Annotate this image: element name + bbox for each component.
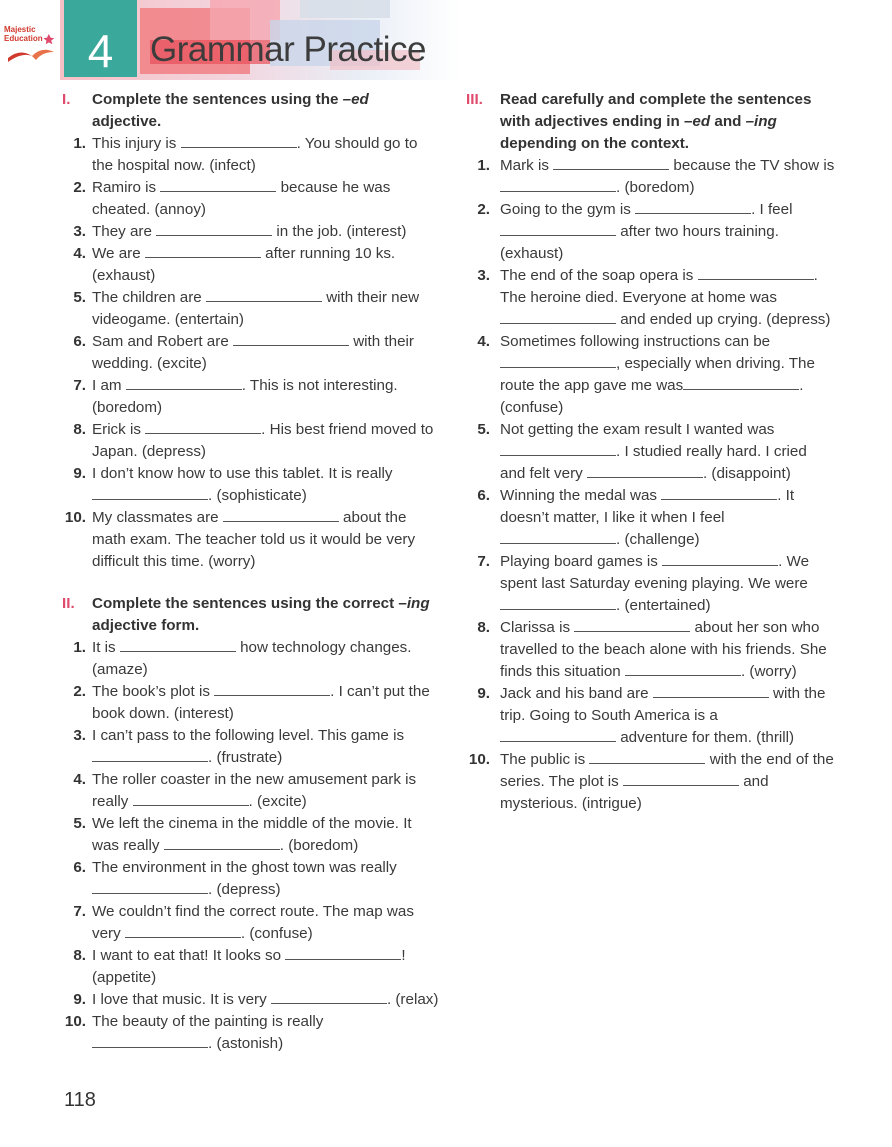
exercise-text: Sam and Robert are	[92, 333, 233, 350]
exercise-text: . It doesn’t matter, I like it when I feel	[500, 487, 795, 526]
exercise-item	[60, 243, 440, 287]
instruction-text: adjective.	[92, 113, 162, 130]
exercise-number: 1.	[477, 157, 490, 174]
exercise-number: 7.	[477, 553, 490, 570]
exercise-text: in the job. (interest)	[272, 223, 407, 240]
exercise-number: 3.	[73, 223, 86, 240]
exercise-item	[466, 331, 836, 419]
exercise-text: . His best friend moved to Japan. (depress)	[92, 421, 434, 460]
exercise-text: The environment in the ghost town was really	[92, 859, 397, 876]
answer-blank[interactable]	[160, 177, 276, 192]
answer-blank[interactable]	[233, 331, 349, 346]
answer-blank[interactable]	[500, 177, 616, 192]
exercise-text: . (disappoint)	[702, 465, 791, 482]
answer-blank[interactable]	[285, 945, 401, 960]
answer-blank[interactable]	[500, 221, 616, 236]
exercise-number: 8.	[73, 947, 86, 964]
exercise-item	[466, 199, 836, 265]
exercise-text: I am	[92, 377, 126, 394]
answer-blank[interactable]	[145, 419, 261, 434]
exercise-text: . (boredom)	[279, 837, 359, 854]
answer-blank[interactable]	[553, 155, 669, 170]
exercise-text: We left the cinema in the middle of the movie. It was really	[92, 815, 412, 854]
exercise-text: . I studied really hard. I cried and felt very	[500, 443, 807, 482]
exercise-text: with the end of the series. The plot is	[500, 751, 834, 790]
exercise-item	[60, 375, 440, 419]
exercise-number: 6.	[73, 333, 86, 350]
exercise-text: . We spent last Saturday evening playing. We were	[500, 553, 810, 592]
exercise-text: ! (appetite)	[92, 947, 406, 986]
exercise-text: Mark is	[500, 157, 554, 174]
instruction-text: and	[710, 113, 746, 130]
instruction-text: Read carefully and complete the sentences with adjectives ending in	[500, 91, 812, 130]
exercise-item	[466, 485, 836, 551]
exercise-text: We couldn’t find the correct route. The map was very	[92, 903, 414, 942]
left-column	[60, 89, 440, 1055]
exercise-item	[60, 177, 440, 221]
exercise-text: about her son who travelled to the beach alone with his friends. She finds this situation	[500, 619, 827, 680]
answer-blank[interactable]	[661, 485, 777, 500]
answer-blank[interactable]	[125, 923, 241, 938]
exercise-text: . (worry)	[740, 663, 797, 680]
answer-blank[interactable]	[126, 375, 242, 390]
exercise-item	[60, 945, 440, 989]
section-ed-adjectives	[60, 89, 440, 573]
exercise-item	[60, 857, 440, 901]
exercise-text: . I can’t put the book down. (interest)	[92, 683, 430, 722]
section-ed-ing-context	[466, 89, 836, 815]
exercise-item	[60, 507, 440, 573]
answer-blank[interactable]	[145, 243, 261, 258]
exercise-text: . (entertained)	[616, 597, 711, 614]
exercise-text: I can’t pass to the following level. This game is	[92, 727, 405, 744]
exercise-number: 10.	[64, 1013, 86, 1030]
page-number: 118	[64, 1089, 96, 1111]
exercise-text: after two hours training. (exhaust)	[500, 223, 779, 262]
exercise-text: . (confuse)	[500, 377, 804, 416]
exercise-item	[466, 551, 836, 617]
exercise-number: 8.	[477, 619, 490, 636]
answer-blank[interactable]	[223, 507, 339, 522]
exercise-number: 1.	[73, 135, 86, 152]
publisher-logo	[2, 22, 64, 68]
exercise-text: and ended up crying. (depress)	[616, 311, 831, 328]
exercise-number: 3.	[477, 267, 490, 284]
exercise-item	[60, 725, 440, 769]
exercise-text: We are	[92, 245, 145, 262]
exercise-text: . You should go to the hospital now. (infect)	[92, 135, 418, 174]
exercise-number: 6.	[73, 859, 86, 876]
exercise-text: It is	[92, 639, 120, 656]
answer-blank[interactable]	[181, 133, 297, 148]
answer-blank[interactable]	[587, 463, 703, 478]
exercise-text: and mysterious. (intrigue)	[500, 773, 769, 812]
exercise-text: . (boredom)	[616, 179, 695, 196]
exercise-text: Ramiro is	[92, 179, 161, 196]
unit-number: 4	[87, 25, 114, 77]
section-ing-adjectives	[60, 593, 440, 1055]
exercise-number: 9.	[73, 465, 86, 482]
exercise-number: 8.	[73, 421, 86, 438]
exercise-number: 4.	[73, 771, 86, 788]
answer-blank[interactable]	[271, 989, 387, 1004]
unit-number-box	[64, 0, 137, 77]
instruction-text: –ed	[342, 91, 369, 108]
section-number: I.	[62, 91, 71, 108]
exercise-item	[60, 1011, 440, 1055]
instruction-text: Complete the sentences using the correct	[92, 595, 399, 612]
exercise-item	[466, 683, 836, 749]
exercise-text: I love that music. It is very	[92, 991, 271, 1008]
exercise-text: . (challenge)	[616, 531, 700, 548]
exercise-text: . I feel	[751, 201, 793, 218]
exercise-text: because the TV show is	[669, 157, 835, 174]
logo-text: Majestic Education	[4, 25, 43, 43]
answer-blank[interactable]	[92, 1033, 208, 1048]
answer-blank[interactable]	[623, 771, 739, 786]
instruction-text: adjective form.	[92, 617, 200, 634]
answer-blank[interactable]	[500, 727, 616, 742]
answer-blank[interactable]	[683, 375, 799, 390]
exercise-item	[60, 133, 440, 177]
exercise-item	[60, 221, 440, 243]
instruction-text: –ed	[683, 113, 711, 130]
exercise-text: Jack and his band are	[500, 685, 653, 702]
answer-blank[interactable]	[625, 661, 741, 676]
answer-blank[interactable]	[574, 617, 690, 632]
exercise-text: Sometimes following instructions can be	[500, 333, 771, 350]
exercise-item	[60, 901, 440, 945]
instruction-text: –ing	[745, 113, 777, 130]
exercise-number: 5.	[477, 421, 490, 438]
exercise-text: . The heroine died. Everyone at home was	[500, 267, 818, 306]
exercise-item	[466, 265, 836, 331]
exercise-text: after running 10 ks. (exhaust)	[92, 245, 396, 284]
exercise-text: The end of the soap opera is	[500, 267, 698, 284]
page-header	[0, 0, 892, 80]
exercise-item	[60, 463, 440, 507]
exercise-text: My classmates are	[92, 509, 223, 526]
exercise-text: They are	[92, 223, 157, 240]
exercise-text: Not getting the exam result I wanted was	[500, 421, 775, 438]
answer-blank[interactable]	[589, 749, 705, 764]
exercise-number: 7.	[73, 903, 86, 920]
exercise-text: Clarissa is	[500, 619, 575, 636]
answer-blank[interactable]	[662, 551, 778, 566]
exercise-text: . (confuse)	[240, 925, 313, 942]
exercise-number: 1.	[73, 639, 86, 656]
exercise-number: 7.	[73, 377, 86, 394]
exercise-number: 9.	[73, 991, 86, 1008]
exercise-text: . This is not interesting. (boredom)	[92, 377, 398, 416]
exercise-number: 2.	[477, 201, 490, 218]
answer-blank[interactable]	[500, 529, 616, 544]
right-column	[466, 89, 836, 815]
answer-blank[interactable]	[653, 683, 769, 698]
exercise-item	[60, 681, 440, 725]
answer-blank[interactable]	[500, 353, 616, 368]
exercise-number: 6.	[477, 487, 490, 504]
exercise-text: . (astonish)	[208, 1035, 284, 1052]
exercise-text: . (relax)	[386, 991, 439, 1008]
exercise-text: I want to eat that! It looks so	[92, 947, 286, 964]
section-instruction	[466, 89, 836, 155]
answer-blank[interactable]	[92, 879, 208, 894]
exercise-number: 4.	[73, 245, 86, 262]
section-number: II.	[62, 595, 75, 612]
exercise-text: Erick is	[92, 421, 146, 438]
exercise-text: The children are	[92, 289, 206, 306]
exercise-item	[60, 637, 440, 681]
exercise-number: 9.	[477, 685, 490, 702]
exercise-item	[466, 617, 836, 683]
exercise-number: 5.	[73, 289, 86, 306]
answer-blank[interactable]	[164, 835, 280, 850]
exercise-number: 10.	[468, 751, 490, 768]
instruction-text: depending on the context.	[500, 135, 689, 152]
answer-blank[interactable]	[206, 287, 322, 302]
exercise-text: , especially when driving. The route the app gave me was	[500, 355, 815, 394]
answer-blank[interactable]	[698, 265, 814, 280]
instruction-text: –ing	[398, 595, 430, 612]
exercise-number: 2.	[73, 683, 86, 700]
exercise-text: . (depress)	[208, 881, 281, 898]
exercise-text: The book’s plot is	[92, 683, 215, 700]
exercise-number: 2.	[73, 179, 86, 196]
exercise-text: adventure for them. (thrill)	[616, 729, 795, 746]
exercise-item	[466, 749, 836, 815]
exercise-text: Playing board games is	[500, 553, 663, 570]
exercise-number: 3.	[73, 727, 86, 744]
answer-blank[interactable]	[120, 637, 236, 652]
exercise-text: The beauty of the painting is really	[92, 1013, 324, 1030]
exercise-text: with their new videogame. (entertain)	[92, 289, 420, 328]
exercise-item	[60, 813, 440, 857]
exercise-text: Going to the gym is	[500, 201, 636, 218]
exercise-text: I don’t know how to use this tablet. It is really	[92, 465, 393, 482]
exercise-text: about the math exam. The teacher told us it would be very difficult this time. (worry)	[92, 509, 416, 570]
exercise-item	[60, 287, 440, 331]
answer-blank[interactable]	[500, 441, 616, 456]
exercise-text: Winning the medal was	[500, 487, 662, 504]
exercise-text: with the trip. Going to South America is a	[500, 685, 826, 724]
answer-blank[interactable]	[500, 595, 616, 610]
exercise-text: This injury is	[92, 135, 181, 152]
exercise-item	[60, 419, 440, 463]
answer-blank[interactable]	[92, 747, 208, 762]
exercise-text: The public is	[500, 751, 590, 768]
exercise-item	[466, 155, 836, 199]
exercise-text: because he was cheated. (annoy)	[92, 179, 391, 218]
exercise-text: with their wedding. (excite)	[92, 333, 414, 372]
exercise-text: . (frustrate)	[208, 749, 283, 766]
exercise-item	[60, 989, 440, 1011]
exercise-text: The roller coaster in the new amusement park is really	[92, 771, 417, 810]
section-instruction	[60, 89, 440, 133]
exercise-item	[60, 331, 440, 375]
section-number: III.	[466, 91, 483, 108]
answer-blank[interactable]	[92, 485, 208, 500]
answer-blank[interactable]	[133, 791, 249, 806]
exercise-item	[60, 769, 440, 813]
answer-blank[interactable]	[635, 199, 751, 214]
exercise-number: 4.	[477, 333, 490, 350]
exercise-number: 10.	[64, 509, 86, 526]
page-title: Grammar Practice	[150, 30, 426, 69]
section-instruction	[60, 593, 440, 637]
instruction-text: Complete the sentences using the	[92, 91, 343, 108]
exercise-text: . (excite)	[248, 793, 307, 810]
answer-blank[interactable]	[156, 221, 272, 236]
answer-blank[interactable]	[214, 681, 330, 696]
exercise-number: 5.	[73, 815, 86, 832]
exercise-item	[466, 419, 836, 485]
exercise-text: how technology changes. (amaze)	[92, 639, 412, 678]
exercise-text: . (sophisticate)	[208, 487, 307, 504]
answer-blank[interactable]	[500, 309, 616, 324]
